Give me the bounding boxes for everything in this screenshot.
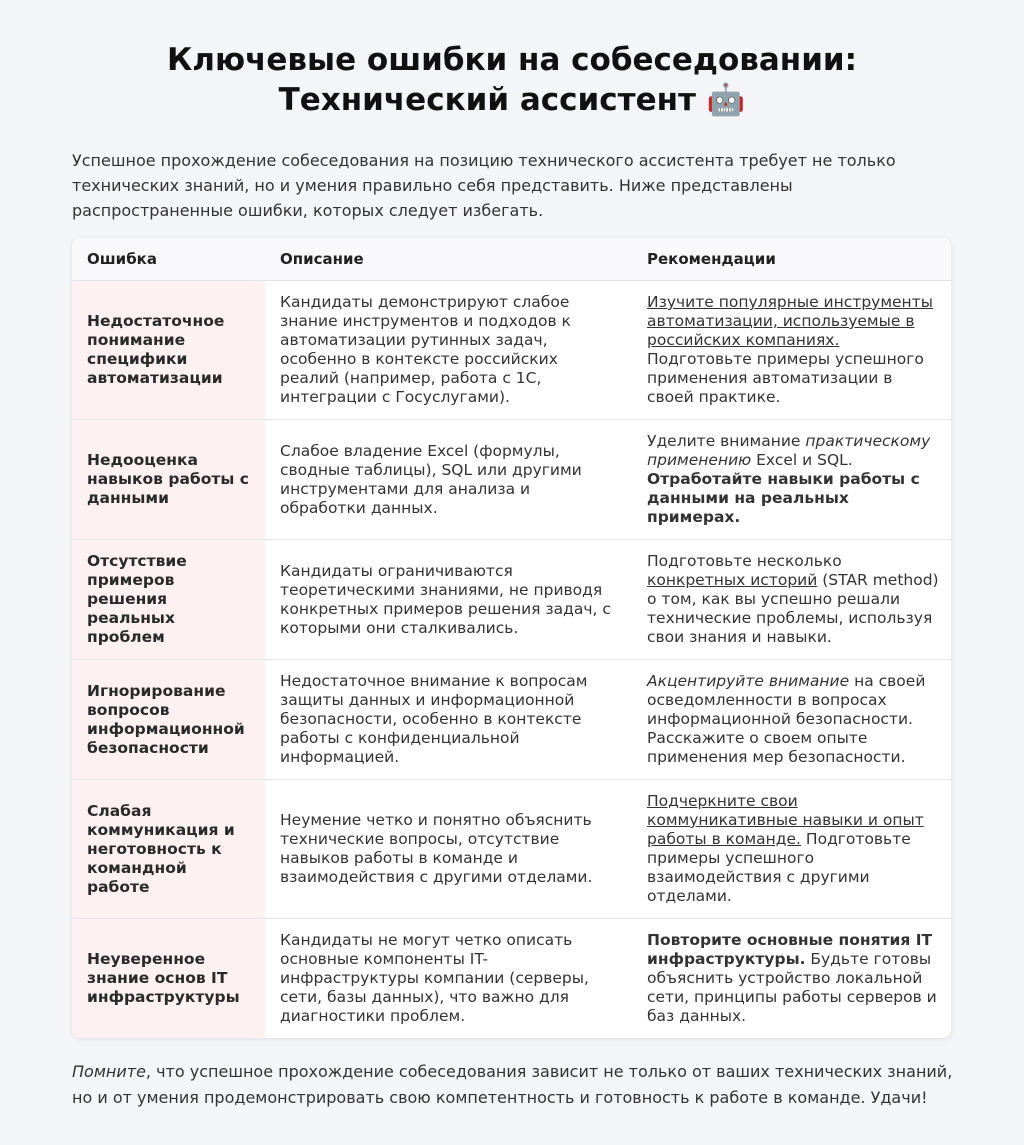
error-cell: Неуверенное знание основ IT инфраструктуры (72, 919, 265, 1038)
title-line-2-text: Технический ассистент (278, 82, 696, 118)
error-cell: Отсутствие примеров решения реальных проблем (72, 540, 265, 660)
footer-italic: Помните (72, 1062, 146, 1081)
table-row (72, 660, 951, 780)
error-cell: Игнорирование вопросов информационной безопасности (72, 660, 265, 780)
robot-icon: 🤖 (706, 82, 746, 118)
errors-table-card (72, 238, 951, 1038)
recommendation-cell (632, 281, 951, 420)
description-cell: Кандидаты демонстрируют слабое знание инструментов и подходов к автоматизации рутинных задач, особенно в контексте российских реалий (например, работа с 1С, интеграции с Госуслугами). (265, 281, 632, 420)
header-description: Описание (265, 238, 632, 281)
rec-underline: конкретных историй (647, 571, 818, 589)
table-row (72, 780, 951, 919)
description-cell: Неумение четко и понятно объяснить технические вопросы, отсутствие навыков работы в команде и взаимодействия с другими отделами. (265, 780, 632, 919)
table-row (72, 420, 951, 540)
title-line-2 (0, 80, 1024, 120)
rec-text: Подготовьте несколько (647, 552, 842, 570)
table-header-row (72, 238, 951, 281)
header-error: Ошибка (72, 238, 265, 281)
title-line-1: Ключевые ошибки на собеседовании: (166, 42, 858, 78)
rec-underline: Подчеркните свои коммуникативные навыки и опыт работы в команде. (647, 792, 924, 848)
recommendation-cell (632, 919, 951, 1038)
recommendation-cell (632, 540, 951, 660)
table-row (72, 540, 951, 660)
header-recommendations: Рекомендации (632, 238, 951, 281)
table-row (72, 281, 951, 420)
error-cell: Недооценка навыков работы с данными (72, 420, 265, 540)
rec-italic: Акцентируйте внимание (647, 672, 850, 690)
recommendation-cell (632, 660, 951, 780)
rec-text: Подготовьте примеры успешного применения автоматизации в своей практике. (647, 350, 924, 406)
error-cell: Слабая коммуникация и неготовность к командной работе (72, 780, 265, 919)
rec-text: Excel и SQL. (751, 451, 853, 469)
rec-italic: практическому применению (647, 432, 931, 469)
rec-text: на своей осведомленности в вопросах информационной безопасности. Расскажите о своем опыте применения мер безопасности. (647, 672, 926, 766)
rec-text: Будьте готовы объяснить устройство локальной сети, принципы работы серверов и баз данных. (647, 949, 937, 1025)
intro-paragraph: Успешное прохождение собеседования на позицию технического ассистента требует не только технических знаний, но и умения правильно себя представить. Ниже представлены распространенные ошибки, которых следует избегать. (72, 151, 896, 220)
rec-bold: Отработайте навыки работы с данными на реальных примерах. (647, 470, 920, 526)
errors-table (72, 238, 951, 1038)
description-cell: Недостаточное внимание к вопросам защиты данных и информационной безопасности, особенно в контексте работы с конфиденциальной информацией. (265, 660, 632, 780)
rec-underline: Изучите популярные инструменты автоматизации, используемые в российских компаниях. (647, 293, 933, 349)
description-cell: Слабое владение Excel (формулы, сводные таблицы), SQL или другими инструментами для анализа и обработки данных. (265, 420, 632, 540)
recommendation-cell (632, 780, 951, 919)
description-cell: Кандидаты не могут четко описать основные компоненты IT-инфраструктуры компании (серверы, сети, базы данных), что важно для диагностики проблем. (280, 930, 589, 1025)
footer-text: , что успешное прохождение собеседования зависит не только от ваших технических знаний, но и от умения продемонстрировать свою компетентность и готовность к работе в команде. Удачи! (72, 1062, 953, 1107)
table-row (72, 919, 951, 1038)
description-cell: Кандидаты ограничиваются теоретическими знаниями, не приводя конкретных примеров решения задач, с которыми они сталкивались. (265, 540, 632, 660)
rec-text: (STAR method) о том, как вы успешно решали технические проблемы, используя свои знания и навыки. (647, 571, 939, 646)
rec-text: Уделите внимание (647, 432, 806, 450)
recommendation-cell (632, 420, 951, 540)
footer-note (72, 1059, 962, 1111)
rec-bold: Повторите основные понятия IT инфраструктуры. (647, 930, 933, 968)
rec-text: Подготовьте примеры успешного взаимодействия с другими отделами. (647, 830, 911, 905)
page-title (0, 40, 1024, 120)
error-cell: Недостаточное понимание специфики автоматизации (72, 281, 265, 420)
